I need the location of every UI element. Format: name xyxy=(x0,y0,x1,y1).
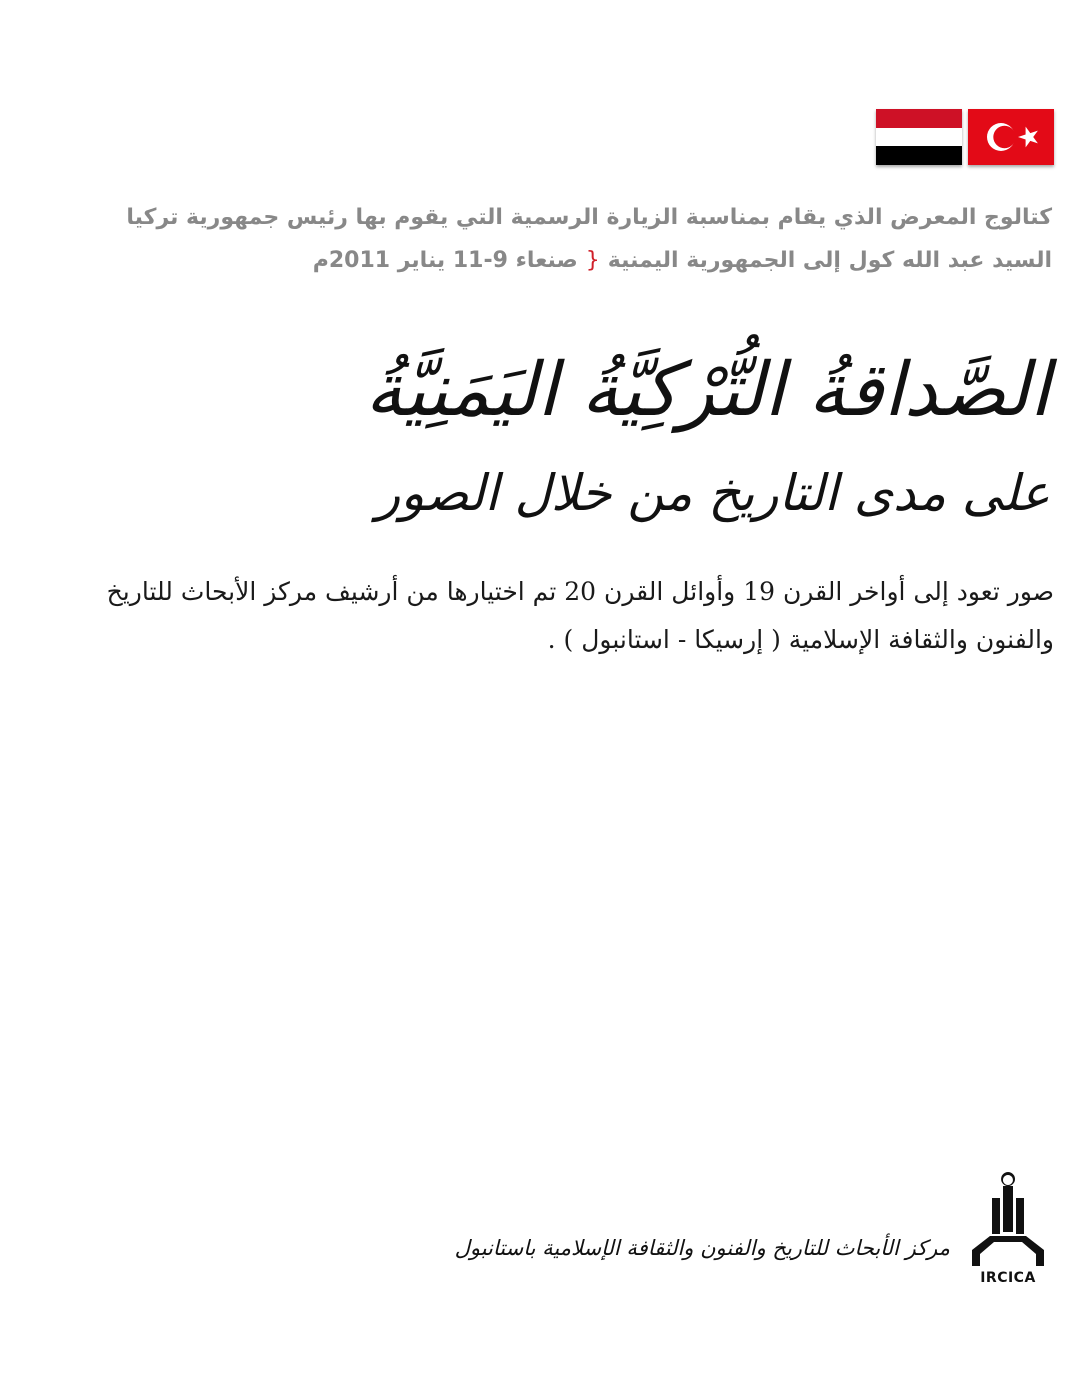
subtitle-person: السيد عبد الله كول إلى الجمهورية اليمنية xyxy=(607,248,1052,273)
ircica-emblem-icon xyxy=(966,1170,1050,1266)
ircica-logo-text: IRCICA xyxy=(980,1270,1036,1286)
crescent-star-icon xyxy=(968,109,1054,165)
page-subtitle: على مدى التاريخ من خلال الصور xyxy=(376,464,1050,522)
description-line-1: صور تعود إلى أواخر القرن 19 وأوائل القرن 20 تم اختيارها من أرشيف مركز الأبحاث للتاريخ xyxy=(106,577,1054,606)
flags xyxy=(876,109,1056,165)
subtitle-separator: { xyxy=(585,248,600,273)
description-line-2: والفنون والثقافة الإسلامية ( إرسيكا - استانبول ) . xyxy=(547,625,1054,654)
subtitle-line-1: كتالوج المعرض الذي يقام بمناسبة الزيارة الرسمية التي يقوم بها رئيس جمهورية تركيا xyxy=(126,205,1052,230)
subtitle-date: صنعاء 9-11 يناير 2011م xyxy=(312,248,578,273)
subtitle-line-2 xyxy=(72,248,1052,273)
ircica-logo xyxy=(966,1170,1050,1286)
ircica-calligraphy: مركز الأبحاث للتاريخ والفنون والثقافة الإسلامية باستانبول xyxy=(454,1236,950,1260)
description-paragraph xyxy=(24,568,1054,664)
footer xyxy=(454,1170,1060,1300)
page-title: الصَّداقةُ التُّرْكِيَّةُ اليَمَنِيَّةُ xyxy=(365,347,1050,433)
turkey-flag xyxy=(968,109,1054,165)
yemen-flag xyxy=(876,109,962,165)
